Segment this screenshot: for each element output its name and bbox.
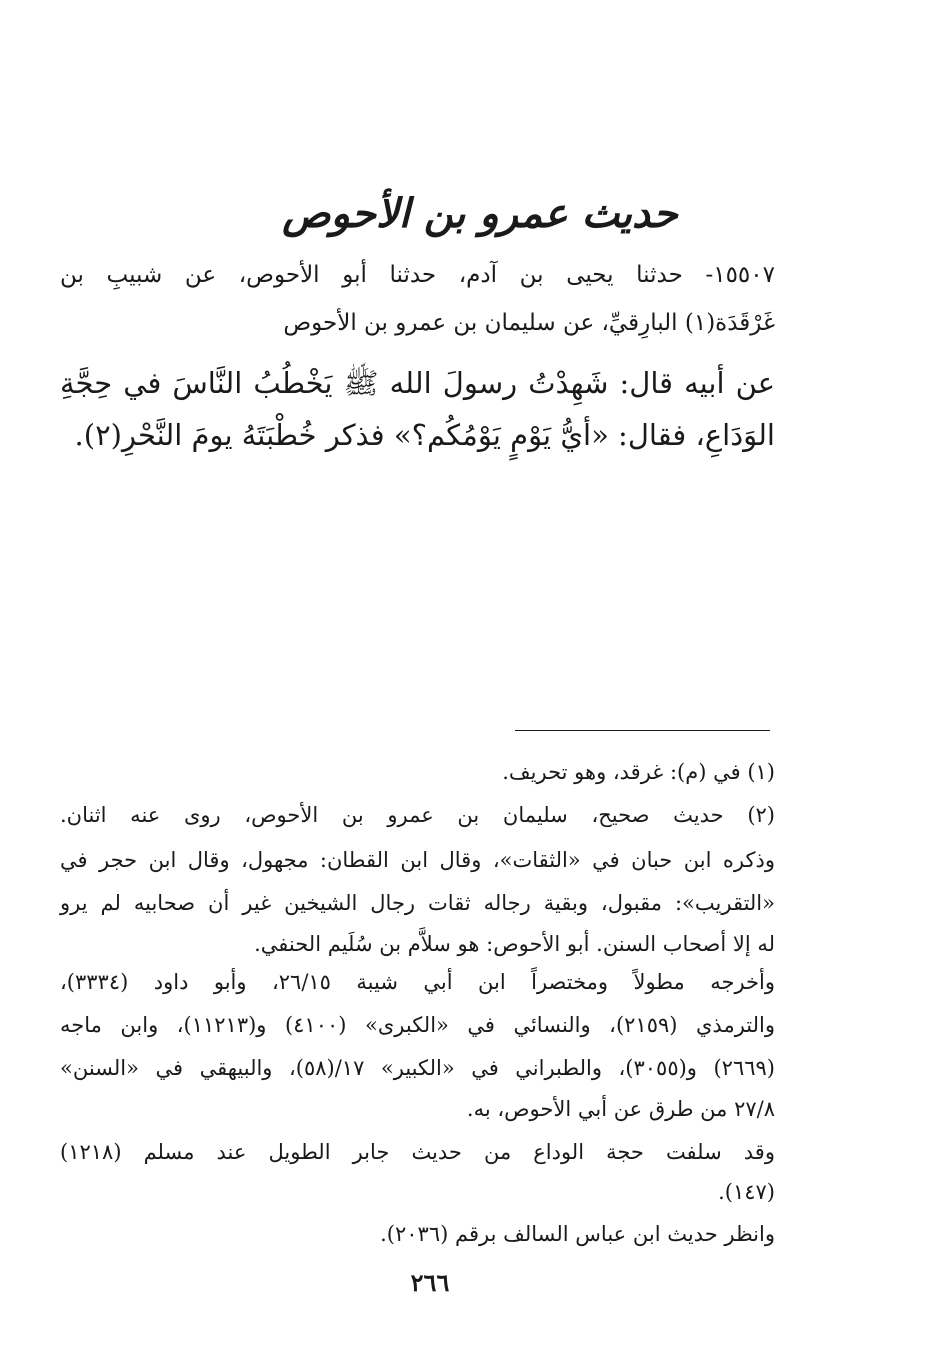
footnote-2-line-1: (٢) حديث صحيح، سليمان بن عمرو بن الأحوص، روى عنه اثنان. <box>60 803 775 827</box>
footnote-2-line-8: ٢٧/٨ من طرق عن أبي الأحوص، به. <box>466 1097 775 1121</box>
page-number: ٢٦٦ <box>410 1268 450 1297</box>
footnote-2-line-11: وانظر حديث ابن عباس السالف برقم (٢٠٣٦). <box>380 1222 775 1246</box>
hadith-matn-line-1: عن أبيه قال: شَهِدْتُ رسولَ الله ﷺ يَخْطُبُ النَّاسَ في حِجَّةِ <box>60 366 775 400</box>
footnote-2-line-7: (٢٦٦٩) و(٣٠٥٥)، والطبراني في «الكبير» ١٧/(٥٨)، والبيهقي في «السنن» <box>60 1056 775 1080</box>
footnote-2-line-2: وذكره ابن حبان في «الثقات»، وقال ابن القطان: مجهول، وقال ابن حجر في <box>60 848 775 872</box>
footnote-1: (١) في (م): غرقد، وهو تحريف. <box>502 760 775 784</box>
hadith-isnad-line-1: ١٥٥٠٧- حدثنا يحيى بن آدم، حدثنا أبو الأحوص، عن شبيبِ بن <box>60 262 775 288</box>
footnote-2-line-5: وأخرجه مطولاً ومختصراً ابن أبي شيبة ٢٦/١٥، وأبو داود (٣٣٣٤)، <box>60 970 775 994</box>
footnote-2-line-9: وقد سلفت حجة الوداع من حديث جابر الطويل عند مسلم (١٢١٨) <box>60 1140 775 1164</box>
footnote-2-line-3: «التقريب»: مقبول، وبقية رجاله ثقات رجال الشيخين غير أن صحابيه لم يرو <box>60 891 775 915</box>
footnote-2-line-6: والترمذي (٢١٥٩)، والنسائي في «الكبرى» (٤١٠٠) و(١١٢١٣)، وابن ماجه <box>60 1013 775 1037</box>
hadith-isnad-line-2: غَرْقَدَة(١) البارِقيِّ، عن سليمان بن عمرو بن الأحوص <box>283 310 775 336</box>
section-title: حديث عمرو بن الأحوص <box>282 190 678 237</box>
footnote-separator <box>515 730 770 731</box>
hadith-matn-line-2: الوَدَاعِ، فقال: «أيُّ يَوْمٍ يَوْمُكُم؟» فذكر خُطْبَتَهُ يومَ النَّحْرِ(٢). <box>74 418 775 452</box>
footnote-2-line-4: له إلا أصحاب السنن. أبو الأحوص: هو سلاَّم بن سُلَيم الحنفي. <box>254 932 775 956</box>
footnote-2-line-10: (١٤٧). <box>718 1180 775 1204</box>
